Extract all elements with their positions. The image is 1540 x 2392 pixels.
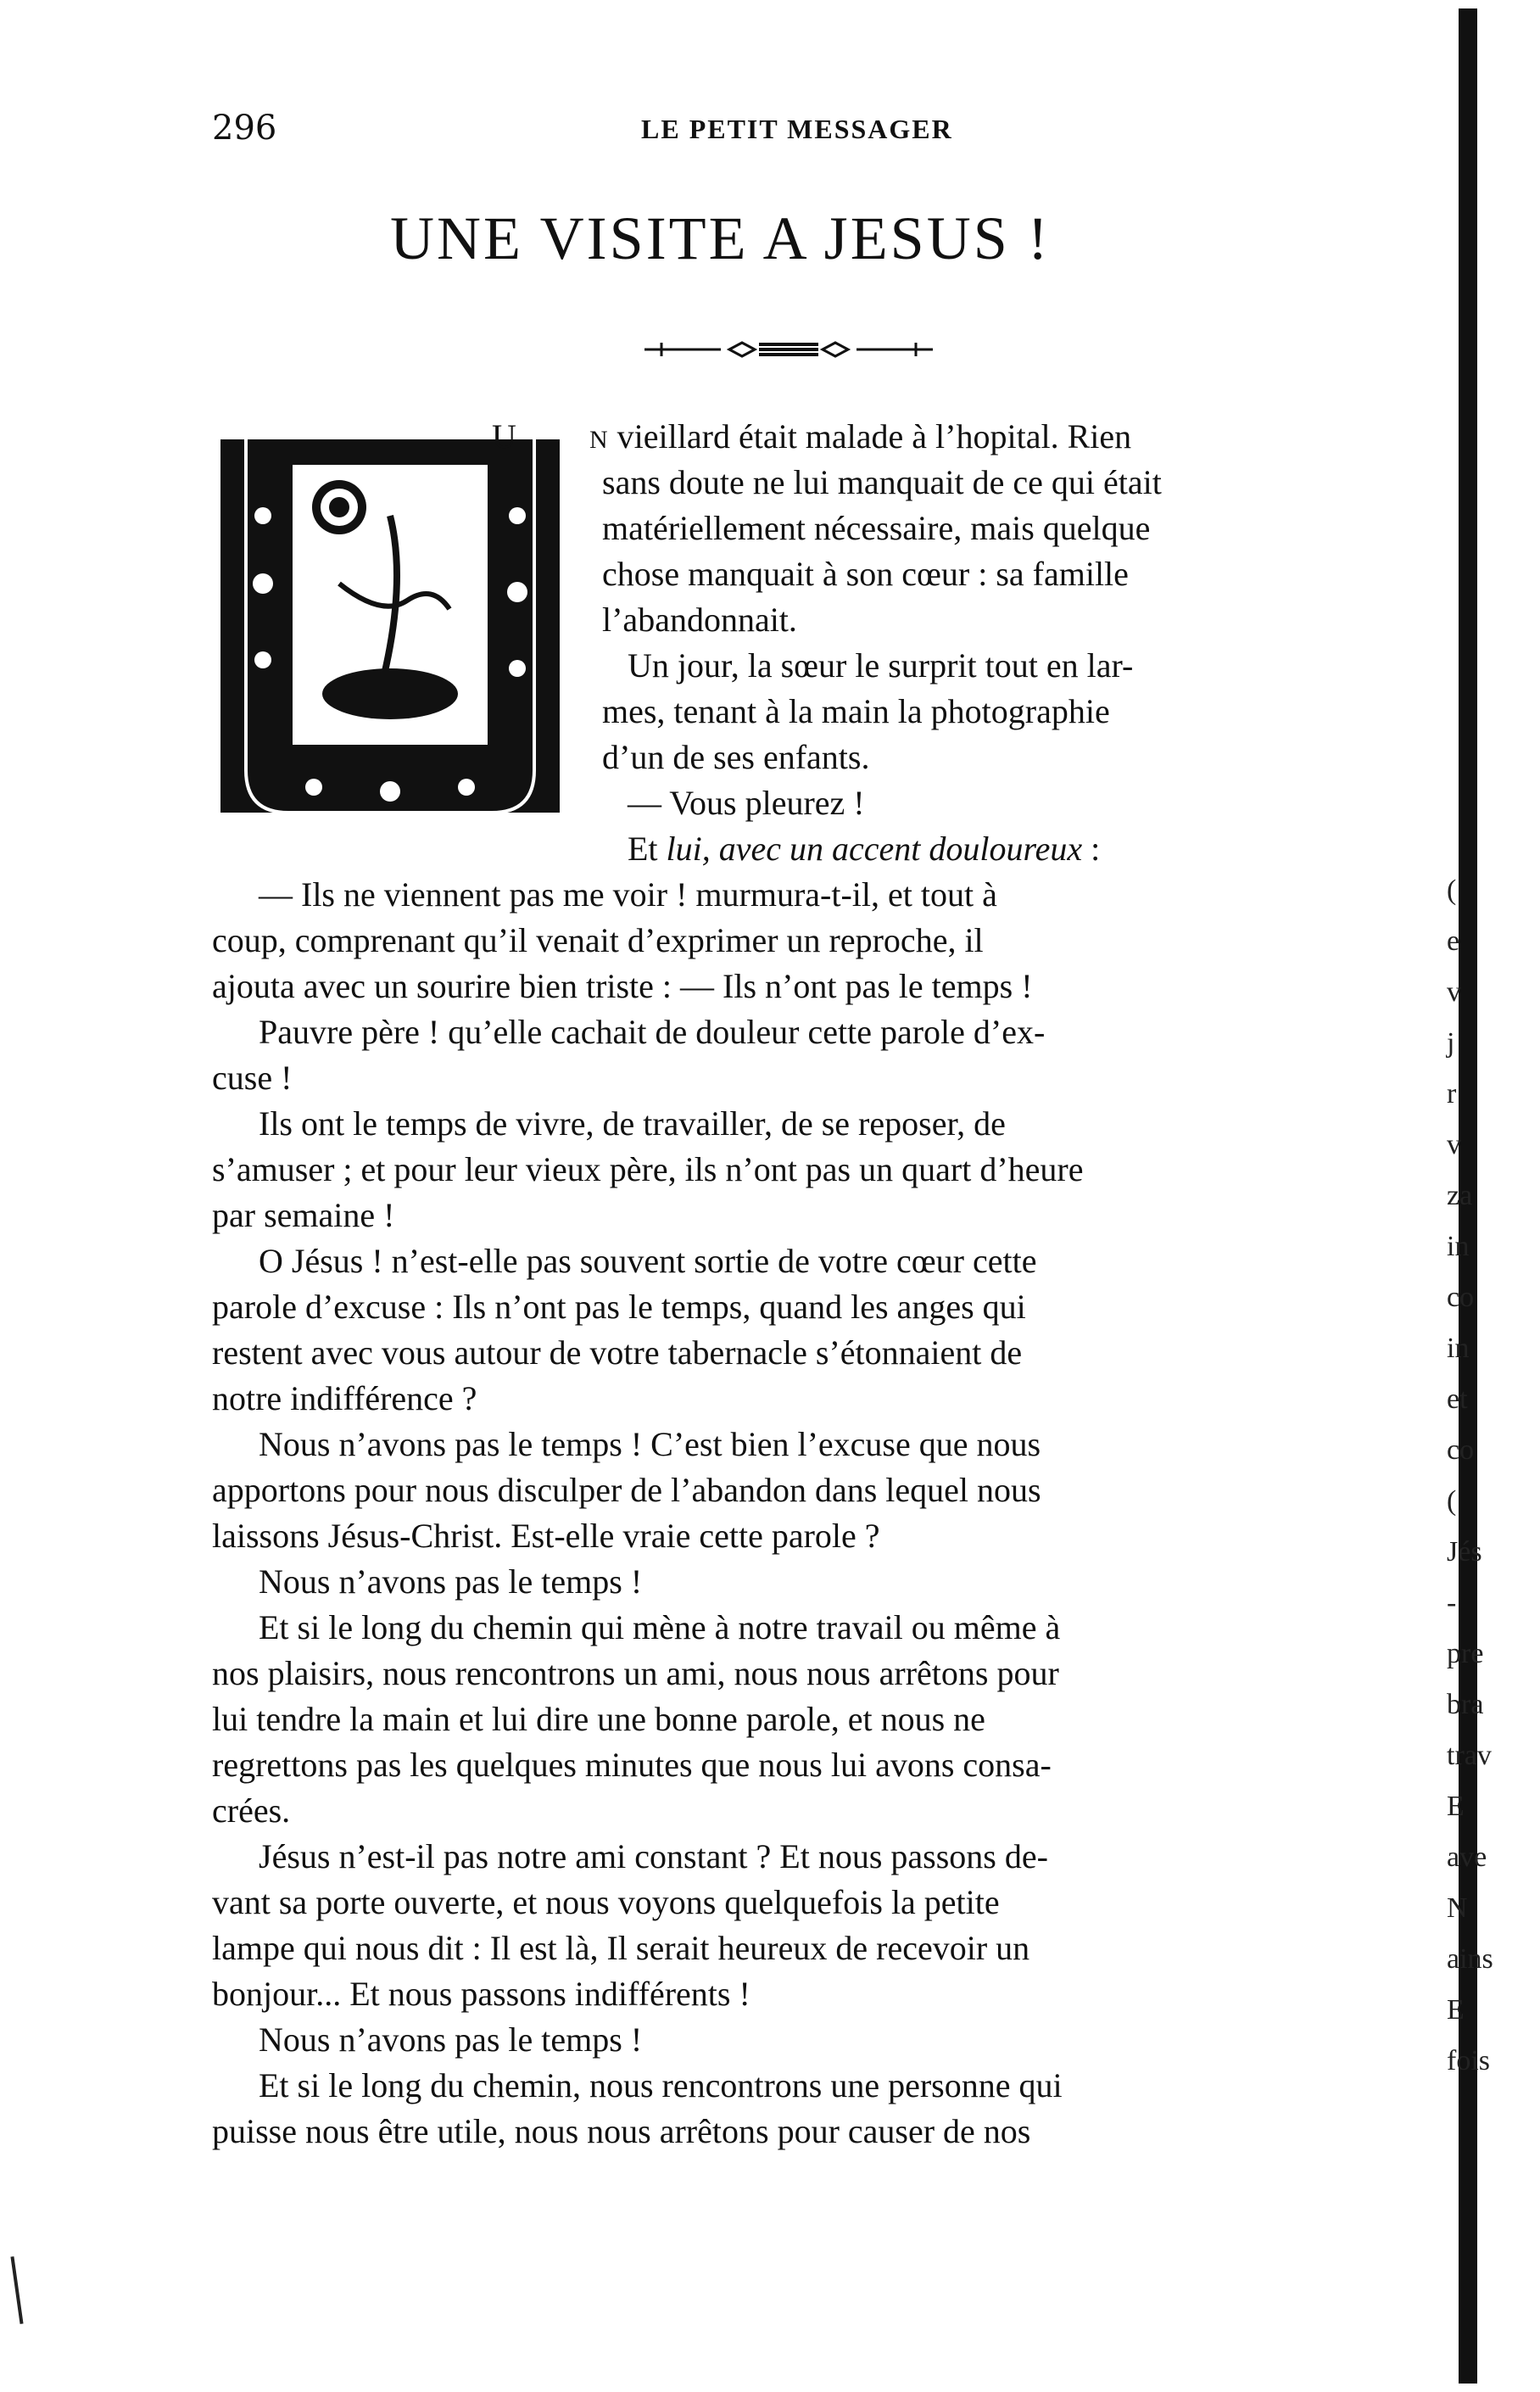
fragment-line: E bbox=[1447, 1791, 1465, 1822]
fragment-line: v bbox=[1447, 976, 1461, 1008]
running-head: LE PETIT MESSAGER bbox=[641, 114, 953, 144]
fragment-line: trav bbox=[1447, 1740, 1492, 1771]
text-line: apportons pour nous disculper de l’abandon dans lequel nous bbox=[212, 1471, 1041, 1509]
fragment-line: e bbox=[1447, 925, 1460, 957]
fragment-line: ( bbox=[1447, 875, 1457, 906]
fragment-line: v bbox=[1447, 1129, 1461, 1160]
text-line: puisse nous être utile, nous nous arrêtons pour causer de nos bbox=[212, 2112, 1031, 2150]
text-line: Jésus n’est-il pas notre ami constant ? Et nous passons de- bbox=[259, 1837, 1048, 1875]
fragment-line: fois bbox=[1447, 2045, 1490, 2076]
fragment-line: - bbox=[1447, 1587, 1457, 1618]
text-line: O Jésus ! n’est-elle pas souvent sortie de votre cœur cette bbox=[259, 1242, 1037, 1280]
title-ornament bbox=[644, 333, 933, 366]
text-line: — Ils ne viennent pas me voir ! murmura-t-il, et tout à bbox=[259, 875, 997, 914]
text-line: regrettons pas les quelques minutes que nous lui avons consa- bbox=[212, 1746, 1052, 1784]
fragment-line: E bbox=[1447, 1994, 1465, 2026]
article-body bbox=[212, 414, 1374, 2154]
fragment-line: bra bbox=[1447, 1689, 1484, 1720]
text-line: Et lui, avec un accent douloureux : bbox=[628, 830, 1101, 868]
text-line: s’amuser ; et pour leur vieux père, ils n’ont pas un quart d’heure bbox=[212, 1150, 1084, 1188]
fragment-line: pre bbox=[1447, 1638, 1484, 1669]
fragment-line: et bbox=[1447, 1383, 1468, 1415]
text-line: matériellement nécessaire, mais quelque bbox=[602, 509, 1151, 547]
fragment-line: in bbox=[1447, 1231, 1470, 1262]
text-line: — Vous pleurez ! bbox=[628, 784, 865, 822]
text-line: restent avec vous autour de votre tabernacle s’étonnaient de bbox=[212, 1333, 1023, 1372]
text-line: mes, tenant à la main la photographie bbox=[602, 692, 1110, 730]
text-line: l’abandonnait. bbox=[602, 601, 797, 639]
text-line: nos plaisirs, nous rencontrons un ami, nous nous arrêtons pour bbox=[212, 1654, 1059, 1692]
text-line: d’un de ses enfants. bbox=[602, 738, 870, 776]
fragment-line: j bbox=[1447, 1027, 1455, 1059]
fragment-line: co bbox=[1447, 1434, 1475, 1466]
text-line: Et si le long du chemin qui mène à notre travail ou même à bbox=[259, 1608, 1061, 1646]
fragment-line: in bbox=[1447, 1333, 1470, 1364]
text-line: Nous n’avons pas le temps ! bbox=[259, 1562, 643, 1601]
text-line: Pauvre père ! qu’elle cachait de douleur cette parole d’ex- bbox=[259, 1013, 1046, 1051]
text-line: sans doute ne lui manquait de ce qui était bbox=[602, 463, 1162, 501]
text-line: Et si le long du chemin, nous rencontrons une personne qui bbox=[259, 2066, 1063, 2104]
article-title: UNE VISITE A JESUS ! bbox=[390, 204, 1051, 272]
fragment-line: co bbox=[1447, 1282, 1475, 1313]
text-line: chose manquait à son cœur : sa famille bbox=[602, 555, 1129, 593]
fragment-line: N bbox=[1447, 1892, 1468, 1924]
fragment-line: za bbox=[1447, 1180, 1473, 1211]
fragment-line: Jés bbox=[1447, 1536, 1482, 1568]
scan-artifact-mark bbox=[10, 2256, 23, 2324]
text-line: laissons Jésus-Christ. Est-elle vraie cette parole ? bbox=[212, 1517, 880, 1555]
text-line: N vieillard était malade à l’hopital. Rien bbox=[589, 417, 1132, 455]
text-line: lui tendre la main et lui dire une bonne parole, et nous ne bbox=[212, 1700, 985, 1738]
fragment-line: ave bbox=[1447, 1842, 1487, 1873]
text-line: cuse ! bbox=[212, 1059, 293, 1097]
text-line: Nous n’avons pas le temps ! C’est bien l’excuse que nous bbox=[259, 1425, 1041, 1463]
text-line: Nous n’avons pas le temps ! bbox=[259, 2020, 643, 2059]
text-line: crées. bbox=[212, 1791, 291, 1830]
text-line: coup, comprenant qu’il venait d’exprimer un reproche, il bbox=[212, 921, 984, 959]
text-line: bonjour... Et nous passons indifférents ! bbox=[212, 1975, 750, 2013]
text-line: Ils ont le temps de vivre, de travailler, de se reposer, de bbox=[259, 1104, 1006, 1143]
fragment-line: ( bbox=[1447, 1485, 1457, 1517]
fragment-line: ains bbox=[1447, 1943, 1493, 1975]
text-line: par semaine ! bbox=[212, 1196, 395, 1234]
page-number: 296 bbox=[212, 109, 277, 148]
text-line: notre indifférence ? bbox=[212, 1379, 477, 1417]
dropcap-letter: U bbox=[492, 417, 516, 455]
text-line: lampe qui nous dit : Il est là, Il serait heureux de recevoir un bbox=[212, 1929, 1030, 1967]
text-line: Un jour, la sœur le surprit tout en lar- bbox=[628, 646, 1134, 685]
text-line: parole d’excuse : Ils n’ont pas le temps, quand les anges qui bbox=[212, 1288, 1026, 1326]
text-line: ajouta avec un sourire bien triste : — Ils n’ont pas le temps ! bbox=[212, 967, 1033, 1005]
text-line: vant sa porte ouverte, et nous voyons quelquefois la petite bbox=[212, 1883, 1000, 1921]
facing-page-fragment bbox=[1447, 865, 1540, 2087]
fragment-line: r bbox=[1447, 1078, 1457, 1109]
